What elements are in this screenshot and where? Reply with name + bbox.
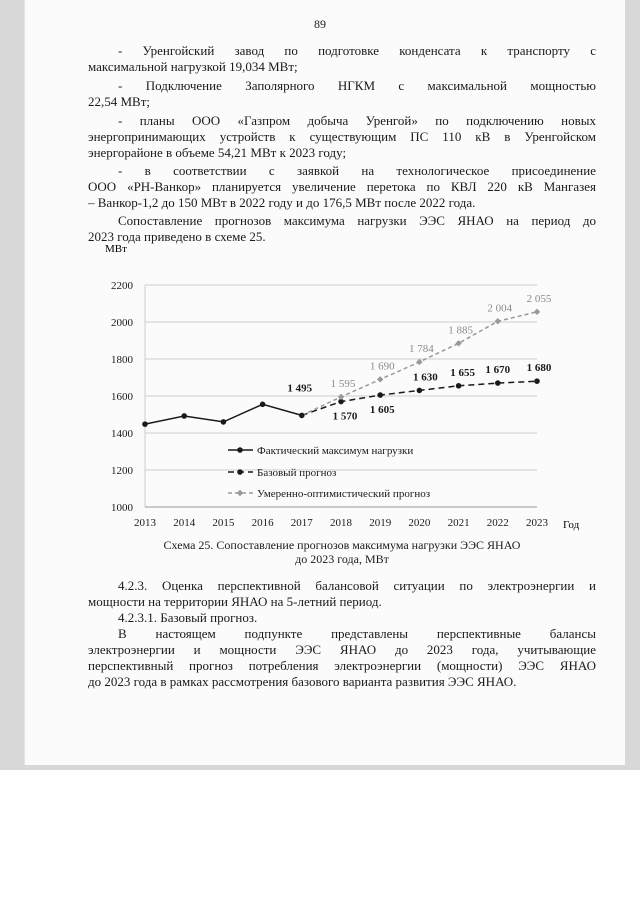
section-heading: мощности на территории ЯНАО на 5-летний период. xyxy=(88,594,382,609)
legend-swatch-marker xyxy=(237,447,243,453)
subsection-heading: 4.2.3.1. Базовый прогноз. xyxy=(118,610,258,625)
data-label: 1 690 xyxy=(369,360,395,373)
data-label: 1 595 xyxy=(330,377,356,390)
x-tick-label: 2023 xyxy=(526,517,548,529)
blank-area xyxy=(0,770,640,905)
x-tick-label: 2017 xyxy=(290,517,313,529)
list-item-line: энергорайоне в объеме 54,21 МВт к 2023 году; xyxy=(88,145,347,160)
list-item-line: 22,54 МВт; xyxy=(88,94,151,109)
data-point xyxy=(495,380,501,386)
series-lines xyxy=(145,312,537,424)
data-label: 1 655 xyxy=(450,366,475,379)
caption-line: до 2023 года, МВт xyxy=(295,552,389,566)
data-label: 1 784 xyxy=(409,342,434,355)
y-tick-label: 1400 xyxy=(111,428,133,440)
load-forecast-chart xyxy=(95,235,595,535)
list-item-line: – Ванкор-1,2 до 150 МВт в 2022 году и до 176,5 МВт после 2022 года. xyxy=(88,195,476,210)
y-axis-label: МВт xyxy=(105,243,127,255)
data-label: 1 630 xyxy=(413,371,438,384)
list-item-line: - планы ООО «Газпром добыча Уренгой» по подключению новых xyxy=(118,113,596,128)
list-item-line: ООО «РН-Ванкор» планируется увеличение перетока по КВЛ 220 кВ Мангазея xyxy=(88,179,596,194)
data-label: 2 004 xyxy=(487,302,513,315)
list-item-line: - Уренгойский завод по подготовке конденсата к транспорту с xyxy=(118,43,596,58)
legend-swatch-marker xyxy=(237,469,243,475)
paragraph-line: электроэнергии и мощности ЭЭС ЯНАО до 2023 года, учитывающие xyxy=(88,642,596,657)
x-tick-label: 2019 xyxy=(369,517,392,529)
data-point xyxy=(534,378,540,384)
series-points xyxy=(142,309,540,427)
y-tick-label: 1000 xyxy=(111,502,133,514)
y-tick-labels xyxy=(111,280,134,514)
y-tick-label: 1200 xyxy=(111,465,133,477)
page-number: 89 xyxy=(314,17,326,31)
chart-legend xyxy=(228,445,430,500)
paragraph-line: перспективный прогноз потребления электроэнергии (мощности) ЭЭС ЯНАО xyxy=(88,658,596,673)
data-point xyxy=(377,376,383,382)
list-item-line: энергопринимающих устройств к существующим ПС 110 кВ в Уренгойском xyxy=(88,129,596,144)
data-point xyxy=(299,413,305,419)
y-tick-label: 2000 xyxy=(111,317,133,329)
legend-entry: Умеренно-оптимистический прогноз xyxy=(257,488,431,500)
x-tick-label: 2021 xyxy=(447,517,470,529)
list-item-line: максимальной нагрузкой 19,034 МВт; xyxy=(88,59,298,74)
caption-line: Схема 25. Сопоставление прогнозов максимума нагрузки ЭЭС ЯНАО xyxy=(163,538,521,552)
paragraph-line: В настоящем подпункте представлены перспективные балансы xyxy=(118,626,596,641)
data-point xyxy=(338,394,344,400)
intro-line: 2023 года приведено в схеме 25. xyxy=(88,229,266,244)
intro-line: Сопоставление прогнозов максимума нагрузки ЭЭС ЯНАО на период до xyxy=(118,213,596,228)
data-point xyxy=(416,359,422,365)
data-point xyxy=(456,383,462,389)
data-label: 1 680 xyxy=(526,362,552,375)
x-tick-label: 2018 xyxy=(330,517,352,529)
data-label: 2 055 xyxy=(526,292,552,305)
data-point xyxy=(260,402,266,408)
x-tick-label: 2016 xyxy=(251,517,274,529)
data-point xyxy=(495,318,501,324)
data-point xyxy=(181,413,187,419)
list-item-line: - в соответствии с заявкой на технологическое присоединение xyxy=(118,163,596,178)
data-label: 1 495 xyxy=(287,382,313,395)
x-axis-label: Год xyxy=(563,519,580,531)
data-point xyxy=(417,388,423,394)
x-tick-label: 2013 xyxy=(134,517,156,529)
data-label: 1 885 xyxy=(448,324,473,337)
legend-swatch-marker xyxy=(237,490,243,496)
list-item-line: - Подключение Заполярного НГКМ с максимальной мощностью xyxy=(118,78,596,93)
data-point xyxy=(377,392,383,398)
legend-entry: Фактический максимум нагрузки xyxy=(257,445,414,457)
data-point xyxy=(534,309,540,315)
data-label: 1 570 xyxy=(332,410,358,423)
chart-caption xyxy=(88,538,596,566)
section-heading: 4.2.3. Оценка перспективной балансовой ситуации по электроэнергии и xyxy=(118,578,596,593)
data-point xyxy=(221,419,227,425)
x-tick-label: 2015 xyxy=(212,517,235,529)
data-point xyxy=(455,340,461,346)
x-tick-label: 2020 xyxy=(408,517,431,529)
data-point xyxy=(142,421,148,427)
legend-entry: Базовый прогноз xyxy=(257,467,337,479)
paragraph-line: до 2023 года в рамках рассмотрения базового варианта развития ЭЭС ЯНАО. xyxy=(88,674,517,689)
x-tick-label: 2014 xyxy=(173,517,196,529)
x-tick-labels xyxy=(134,517,549,529)
y-tick-label: 2200 xyxy=(111,280,133,292)
x-tick-label: 2022 xyxy=(486,517,509,529)
y-tick-label: 1600 xyxy=(111,391,133,403)
data-label: 1 605 xyxy=(369,404,395,417)
y-tick-label: 1800 xyxy=(111,354,133,366)
data-label: 1 670 xyxy=(485,364,511,377)
